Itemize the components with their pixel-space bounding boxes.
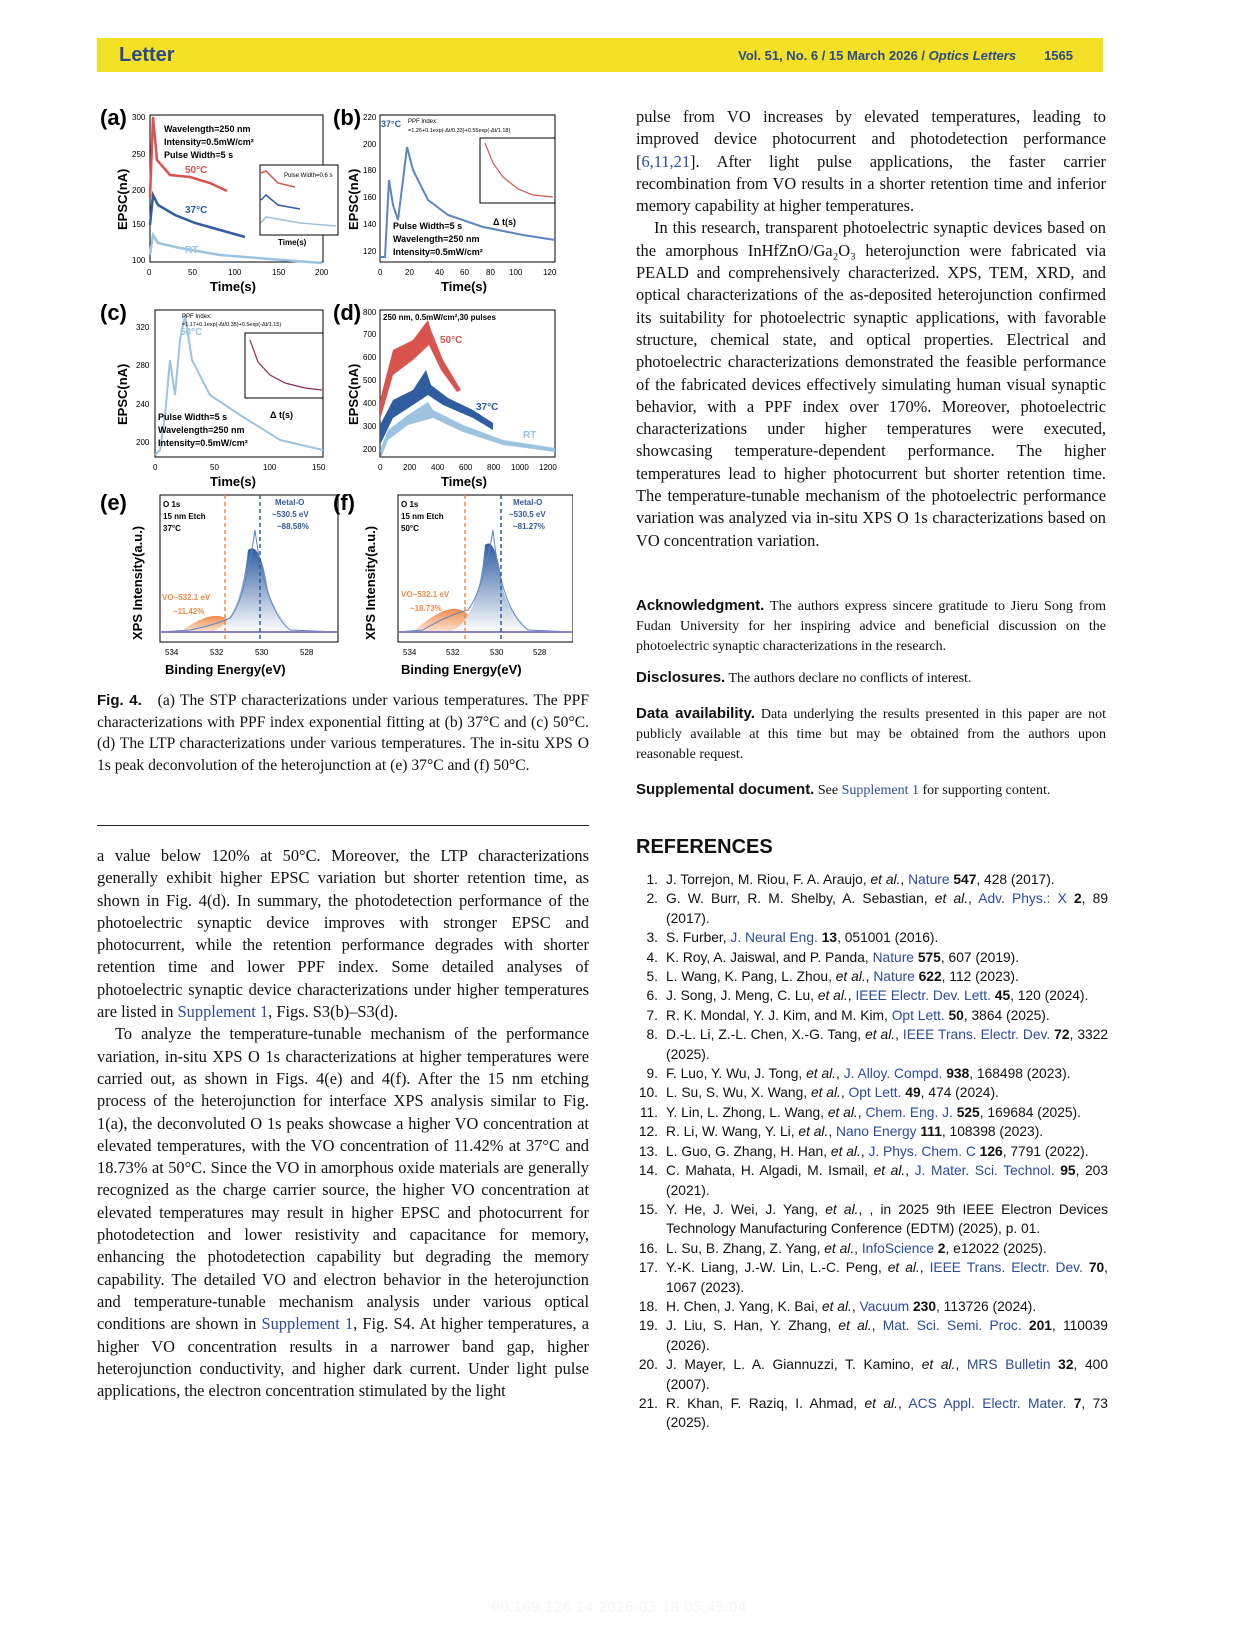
journal-link[interactable]: J. Phys. Chem. C [868, 1143, 976, 1159]
svg-text:XPS Intensity(a.u.): XPS Intensity(a.u.) [363, 525, 378, 640]
svg-text:Metal-O: Metal-O [275, 498, 305, 507]
svg-text:1200: 1200 [539, 463, 557, 472]
svg-text:Intensity=0.5mW/cm²: Intensity=0.5mW/cm² [158, 438, 248, 448]
watermark: 60.169.126.14 2026-03-18 05:43:04 [491, 1600, 747, 1616]
svg-text:400: 400 [363, 399, 377, 408]
reference-item: 9. F. Luo, Y. Wu, J. Tong, et al., J. Alloy. Compd. 938, 168498 (2023). [646, 1066, 1071, 1082]
journal-link[interactable]: MRS Bulletin [966, 1357, 1051, 1373]
svg-text:0: 0 [147, 268, 152, 277]
svg-text:200: 200 [363, 445, 377, 454]
svg-text:320: 320 [136, 323, 150, 332]
svg-text:37°C: 37°C [381, 119, 402, 129]
svg-text:(d): (d) [333, 300, 362, 325]
svg-text:EPSC(nA): EPSC(nA) [115, 168, 130, 230]
paragraph: pulse from VO increases by elevated temperatures, leading to improved device photocurrent and photodetection performance [6,11,21]. After light pulse applications, the faster carrier recombination from VO results in a shorter retention time and inferior memory capability at higher temperatures. [636, 107, 1106, 216]
svg-text:~18.73%: ~18.73% [410, 604, 442, 613]
svg-text:100: 100 [509, 268, 523, 277]
citation-info: Vol. 51, No. 6 / 15 March 2026 / Optics Letters 1565 [738, 47, 1073, 63]
svg-text:50°C: 50°C [180, 327, 203, 338]
svg-text:120: 120 [543, 268, 557, 277]
svg-text:Binding Energy(eV): Binding Energy(eV) [165, 662, 286, 677]
svg-text:XPS Intensity(a.u.): XPS Intensity(a.u.) [130, 525, 145, 640]
svg-text:250 nm, 0.5mW/cm²,30 pulses: 250 nm, 0.5mW/cm²,30 pulses [383, 313, 496, 322]
figure-caption: Fig. 4. (a) The STP characterizations under various temperatures. The PPF characterizations with PPF index exponential fitting at (b) 37°C and (c) 50°C. (d) The LTP characterizations under various temperatures. The in-situ XPS O 1s peak deconvolution of the heterojunction at (e) 37°C and (f) 50°C. [97, 692, 590, 774]
journal-link[interactable]: Vacuum [859, 1298, 910, 1314]
supplement-link[interactable]: Supplement 1 [261, 1314, 354, 1334]
reference-item: 6. J. Song, J. Meng, C. Lu, et al., IEEE Electr. Dev. Lett. 45, 120 (2024). [646, 988, 1089, 1004]
svg-text:Pulse Width=0.6 s: Pulse Width=0.6 s [284, 173, 333, 179]
svg-text:240: 240 [136, 400, 150, 409]
svg-text:20: 20 [405, 268, 414, 277]
svg-text:532: 532 [446, 648, 460, 657]
reference-item: 10. L. Su, S. Wu, X. Wang, et al., Opt Lett. 49, 474 (2024). [638, 1085, 999, 1101]
svg-text:200: 200 [136, 438, 150, 447]
svg-text:528: 528 [533, 648, 547, 657]
svg-text:40: 40 [435, 268, 444, 277]
svg-text:80: 80 [486, 268, 495, 277]
svg-text:50: 50 [188, 268, 197, 277]
svg-text:530: 530 [490, 648, 504, 657]
svg-text:EPSC(nA): EPSC(nA) [346, 363, 361, 425]
journal-name: Optics Letters [928, 47, 1017, 63]
svg-text:Time(s): Time(s) [278, 238, 307, 247]
svg-text:600: 600 [459, 463, 473, 472]
reference-item: 19. J. Liu, S. Han, Y. Zhang, et al., Mat. Sci. Semi. Proc. 201, 110039 (2026). [638, 1318, 1108, 1353]
svg-text:200: 200 [403, 463, 417, 472]
journal-link[interactable]: J. Neural Eng. [730, 930, 818, 946]
svg-text:Pulse Width=5 s: Pulse Width=5 s [158, 412, 228, 422]
svg-text:150: 150 [132, 220, 146, 229]
acknowledgment: Acknowledgment. The authors express sincere gratitude to Jieru Song from Fudan University for her inspiring advice and beneficial discussion on the photoelectric synaptic characterizations in the research. [636, 597, 1106, 654]
svg-text:Time(s): Time(s) [210, 279, 256, 294]
journal-link[interactable]: InfoScience [861, 1240, 934, 1256]
svg-text:180: 180 [363, 166, 377, 175]
svg-text:~530.5 eV: ~530.5 eV [272, 510, 309, 519]
svg-text:15 nm Etch: 15 nm Etch [163, 512, 206, 521]
svg-text:200: 200 [363, 140, 377, 149]
reference-item: 2. G. W. Burr, R. M. Shelby, A. Sebastian, et al., Adv. Phys.: X 2, 89 (2017). [646, 891, 1109, 926]
svg-text:=1.26+0.1exp(-Δt/0.33)+0.55exp: =1.26+0.1exp(-Δt/0.33)+0.55exp(-Δt/1.18) [408, 128, 511, 134]
svg-text:15 nm Etch: 15 nm Etch [401, 512, 444, 521]
svg-text:528: 528 [300, 648, 314, 657]
svg-text:220: 220 [363, 113, 377, 122]
svg-text:534: 534 [165, 648, 179, 657]
panel-f [333, 490, 573, 680]
svg-text:Intensity=0.5mW/cm²: Intensity=0.5mW/cm² [164, 137, 254, 147]
svg-text:Metal-O: Metal-O [513, 498, 543, 507]
svg-text:~81.27%: ~81.27% [513, 522, 545, 531]
svg-text:Pulse Width=5 s: Pulse Width=5 s [164, 150, 234, 160]
right-column [636, 106, 1106, 552]
reference-item: 14. C. Mahata, H. Algadi, M. Ismail, et al., J. Mater. Sci. Technol. 95, 203 (2021). [638, 1163, 1109, 1198]
svg-text:600: 600 [363, 353, 377, 362]
svg-text:300: 300 [363, 422, 377, 431]
caption-label: Fig. 4. [97, 692, 142, 709]
svg-text:Wavelength=250 nm: Wavelength=250 nm [164, 124, 251, 134]
svg-text:Wavelength=250 nm: Wavelength=250 nm [393, 234, 480, 244]
svg-text:37°C: 37°C [185, 205, 208, 216]
svg-text:(c): (c) [100, 300, 127, 325]
reference-item: 13. L. Guo, G. Zhang, H. Han, et al., J. Phys. Chem. C 126, 7791 (2022). [638, 1143, 1089, 1159]
references-heading: REFERENCES [636, 836, 773, 858]
svg-text:120: 120 [363, 247, 377, 256]
journal-link[interactable]: Nature [908, 872, 950, 887]
reference-item: 1. J. Torrejon, M. Riou, F. A. Araujo, et al., Nature 547, 428 (2017). [646, 872, 1055, 887]
supplement-link[interactable]: Supplement 1 [841, 783, 919, 798]
left-column [97, 845, 589, 1402]
svg-text:Binding Energy(eV): Binding Energy(eV) [401, 662, 522, 677]
reference-item: 20. J. Mayer, L. A. Giannuzzi, T. Kamino, et al., MRS Bulletin 32, 400 (2007). [638, 1357, 1109, 1392]
svg-text:100: 100 [263, 463, 277, 472]
svg-text:500: 500 [363, 376, 377, 385]
svg-text:530: 530 [255, 648, 269, 657]
svg-text:RT: RT [185, 245, 199, 256]
supplemental-document: Supplemental document. See Supplement 1 for supporting content. [636, 781, 1051, 798]
svg-text:50°C: 50°C [185, 165, 208, 176]
journal-link[interactable]: IEEE Electr. Dev. Lett. [855, 988, 991, 1004]
reference-item: 18. H. Chen, J. Yang, K. Bai, et al., Vacuum 230, 113726 (2024). [638, 1298, 1037, 1314]
journal-link[interactable]: ACS Appl. Electr. Mater. [908, 1395, 1067, 1411]
svg-text:~88.58%: ~88.58% [277, 522, 309, 531]
reference-item: 12. R. Li, W. Wang, Y. Li, et al., Nano Energy 111, 108398 (2023). [638, 1124, 1044, 1140]
panel-a [100, 105, 340, 295]
svg-text:200: 200 [315, 268, 329, 277]
svg-text:(a): (a) [100, 105, 127, 130]
svg-text:50: 50 [210, 463, 219, 472]
paragraph: To analyze the temperature-tunable mechanism of the performance variation, in-situ XPS O 1s characterizations at higher temperatures were carried out, as shown in Figs. 4(e) and 4(f). After the 15 nm etching process of the heterojunction for interface XPS analysis similar to Fig. 1(a), the deconvoluted O 1s peaks showcase a higher VO concentration at elevated temperatures, with the VO concentration of 11.42% at 37°C and 18.73% at 50°C. Since the VO in amorphous oxide materials are generally recognized as the charge carrier source, the higher VO concentration at elevated temperatures may result in higher EPSC and photocurrent for photodetection and lower resistivity and capacitance for memory, enhancing the photodetection capability but degrading the memory capability. The detailed VO and electron behavior in the heterojunction and temperature-tunable mechanism analysis under various optical conditions are shown in Supplement 1, Fig. S4. At higher temperatures, a higher VO concentration results in a narrower band gap, higher heterojunction conductivity, and higher dark current. Under light pulse applications, the electron concentration stimulated by the light [97, 1024, 589, 1401]
reference-item: 21. R. Khan, F. Raziq, I. Ahmad, et al., ACS Appl. Electr. Mater. 7, 73 (2025). [638, 1395, 1108, 1431]
reference-item: 7. R. K. Mondal, Y. J. Kim, and M. Kim, Opt Lett. 50, 3864 (2025). [646, 1007, 1050, 1023]
svg-text:37°C: 37°C [163, 524, 181, 533]
divider [97, 825, 589, 826]
data-availability: Data availability. Data underlying the results presented in this paper are not publicly available at this time but may be obtained from the authors upon reasonable request. [636, 705, 1106, 762]
svg-text:400: 400 [431, 463, 445, 472]
svg-text:(e): (e) [100, 490, 127, 515]
panel-b [333, 105, 573, 295]
svg-text:Time(s): Time(s) [441, 474, 487, 489]
page-number: 1565 [1044, 47, 1073, 63]
svg-text:37°C: 37°C [476, 402, 499, 413]
svg-text:EPSC(nA): EPSC(nA) [115, 363, 130, 425]
svg-text:Time(s): Time(s) [210, 474, 256, 489]
svg-text:VO~532.1 eV: VO~532.1 eV [162, 593, 211, 602]
journal-link[interactable]: J. Alloy. Compd. [843, 1066, 943, 1082]
svg-text:140: 140 [363, 220, 377, 229]
svg-text:RT: RT [523, 430, 537, 441]
journal-link[interactable]: Adv. Phys.: X [978, 891, 1067, 907]
journal-link[interactable]: Nature [873, 969, 915, 985]
svg-text:Intensity=0.5mW/cm²: Intensity=0.5mW/cm² [393, 247, 483, 257]
reference-item: 5. L. Wang, K. Pang, L. Zhou, et al., Nature 622, 112 (2023). [646, 969, 1019, 985]
reference-list [636, 870, 1108, 1433]
journal-link[interactable]: Chem. Eng. J. [865, 1104, 953, 1120]
panel-d [333, 300, 573, 490]
journal-link[interactable]: J. Mater. Sci. Technol. [914, 1163, 1055, 1179]
reference-item: 17. Y.-K. Liang, J.-W. Lin, L.-C. Peng, et al., IEEE Trans. Electr. Dev. 70, 1067 (2023). [638, 1260, 1109, 1295]
svg-text:PPF Index:: PPF Index: [182, 314, 212, 320]
svg-text:200: 200 [132, 186, 146, 195]
svg-text:Pulse Width=5 s: Pulse Width=5 s [393, 221, 463, 231]
svg-text:150: 150 [272, 268, 286, 277]
svg-text:=1.17+0.1exp(-Δt/0.35)+0.5exp(: =1.17+0.1exp(-Δt/0.35)+0.5exp(-Δt/1.15) [182, 322, 282, 328]
svg-text:50°C: 50°C [440, 335, 463, 346]
svg-text:800: 800 [363, 308, 377, 317]
journal-link[interactable]: Nature [872, 949, 914, 965]
journal-link[interactable]: IEEE Trans. Electr. Dev. [902, 1027, 1051, 1043]
journal-link[interactable]: Nano Energy [836, 1124, 917, 1140]
svg-text:O 1s: O 1s [163, 500, 181, 509]
svg-text:0: 0 [153, 463, 158, 472]
reference-item: 4. K. Roy, A. Jaiswal, and P. Panda, Nature 575, 607 (2019). [646, 949, 1020, 965]
reference-item: 15. Y. He, J. Wei, J. Yang, et al., , in 2025 9th IEEE Electron Devices Technology Manufacturing Conference (EDTM) (2025), p. 01. [638, 1201, 1108, 1237]
reference-item: 8. D.-L. Li, Z.-L. Chen, X.-G. Tang, et al., IEEE Trans. Electr. Dev. 72, 3322 (2025). [646, 1027, 1109, 1062]
svg-text:250: 250 [132, 150, 146, 159]
paragraph: In this research, transparent photoelectric synaptic devices based on the amorphous InHfZnO/Ga₂O₃ heterojunction were fabricated via PEALD and comprehensively characterized. XPS, TEM, XRD, and optical characterizations of the as-deposited heterojunction confirmed its suitability for photoelectric synaptic applications, with favorable structure, chemical state, and optical properties. Electrical and photoelectric characterizations demonstrated the feasible performance of the fabricated devices effectively simulating human visual synaptic behavior, with a PPF index over 170%. Moreover, photoelectric characterizations under higher temperatures were executed, showcasing temperature-dependent performance. The higher temperatures lead to higher photocurrent but shorter retention time. The temperature-tunable mechanism of the photoelectric performance variation was analyzed via in-situ XPS O 1s characterizations based on VO concentration variation. [636, 218, 1106, 550]
journal-link[interactable]: Opt Lett. [848, 1085, 902, 1101]
svg-text:0: 0 [378, 268, 383, 277]
supplement-link[interactable]: Supplement 1 [177, 1002, 269, 1022]
svg-text:532: 532 [210, 648, 224, 657]
svg-text:150: 150 [312, 463, 326, 472]
paragraph: a value below 120% at 50°C. Moreover, the LTP characterizations generally exhibit higher EPSC variation but shorter retention time, as shown in Fig. 4(d). In summary, the photodetection performance of the photoelectric synaptic device improves with stronger EPSC and photocurrent, while the retention performance degrades with shorter retention time and lower PPF index. Some detailed analyses of photoelectric synaptic device characterizations under higher temperatures are listed in Supplement 1, Figs. S3(b)–S3(d). [97, 846, 589, 1022]
svg-text:(b): (b) [333, 105, 362, 130]
svg-text:Wavelength=250 nm: Wavelength=250 nm [158, 425, 245, 435]
svg-text:~530.5 eV: ~530.5 eV [509, 510, 546, 519]
svg-text:Δ t(s): Δ t(s) [493, 217, 516, 227]
svg-text:EPSC(nA): EPSC(nA) [346, 168, 361, 230]
svg-text:700: 700 [363, 330, 377, 339]
svg-text:800: 800 [487, 463, 501, 472]
svg-text:534: 534 [403, 648, 417, 657]
svg-text:(f): (f) [333, 490, 355, 515]
figure-4 [100, 105, 590, 685]
reference-item: 11. Y. Lin, L. Zhong, L. Wang, et al., Chem. Eng. J. 525, 169684 (2025). [639, 1104, 1081, 1120]
svg-text:VO~532.1 eV: VO~532.1 eV [401, 590, 450, 599]
svg-text:280: 280 [136, 361, 150, 370]
svg-text:Δ t(s): Δ t(s) [270, 410, 293, 420]
panel-e [100, 490, 340, 680]
svg-text:160: 160 [363, 193, 377, 202]
svg-text:Time(s): Time(s) [441, 279, 487, 294]
reference-item: 3. S. Furber, J. Neural Eng. 13, 051001 (2016). [646, 930, 939, 946]
svg-text:O 1s: O 1s [401, 500, 419, 509]
reference-item: 16. L. Su, B. Zhang, Z. Yang, et al., InfoScience 2, e12022 (2025). [638, 1240, 1047, 1256]
disclosures: Disclosures. The authors declare no conflicts of interest. [636, 669, 972, 686]
svg-text:300: 300 [132, 113, 146, 122]
journal-link[interactable]: Opt Lett. [891, 1007, 945, 1023]
citation-link[interactable]: 6,11,21 [641, 151, 691, 171]
svg-text:1000: 1000 [511, 463, 529, 472]
svg-text:50°C: 50°C [401, 524, 419, 533]
svg-text:0: 0 [378, 463, 383, 472]
svg-text:100: 100 [228, 268, 242, 277]
svg-text:~11.42%: ~11.42% [173, 607, 205, 616]
section-label: Letter [119, 43, 175, 66]
journal-link[interactable]: Mat. Sci. Semi. Proc. [882, 1318, 1022, 1334]
svg-text:60: 60 [460, 268, 469, 277]
svg-text:100: 100 [132, 256, 146, 265]
journal-link[interactable]: IEEE Trans. Electr. Dev. [929, 1260, 1083, 1276]
svg-text:PPF Index:: PPF Index: [408, 119, 438, 125]
journal-header [97, 38, 1103, 72]
panel-c [100, 300, 340, 490]
